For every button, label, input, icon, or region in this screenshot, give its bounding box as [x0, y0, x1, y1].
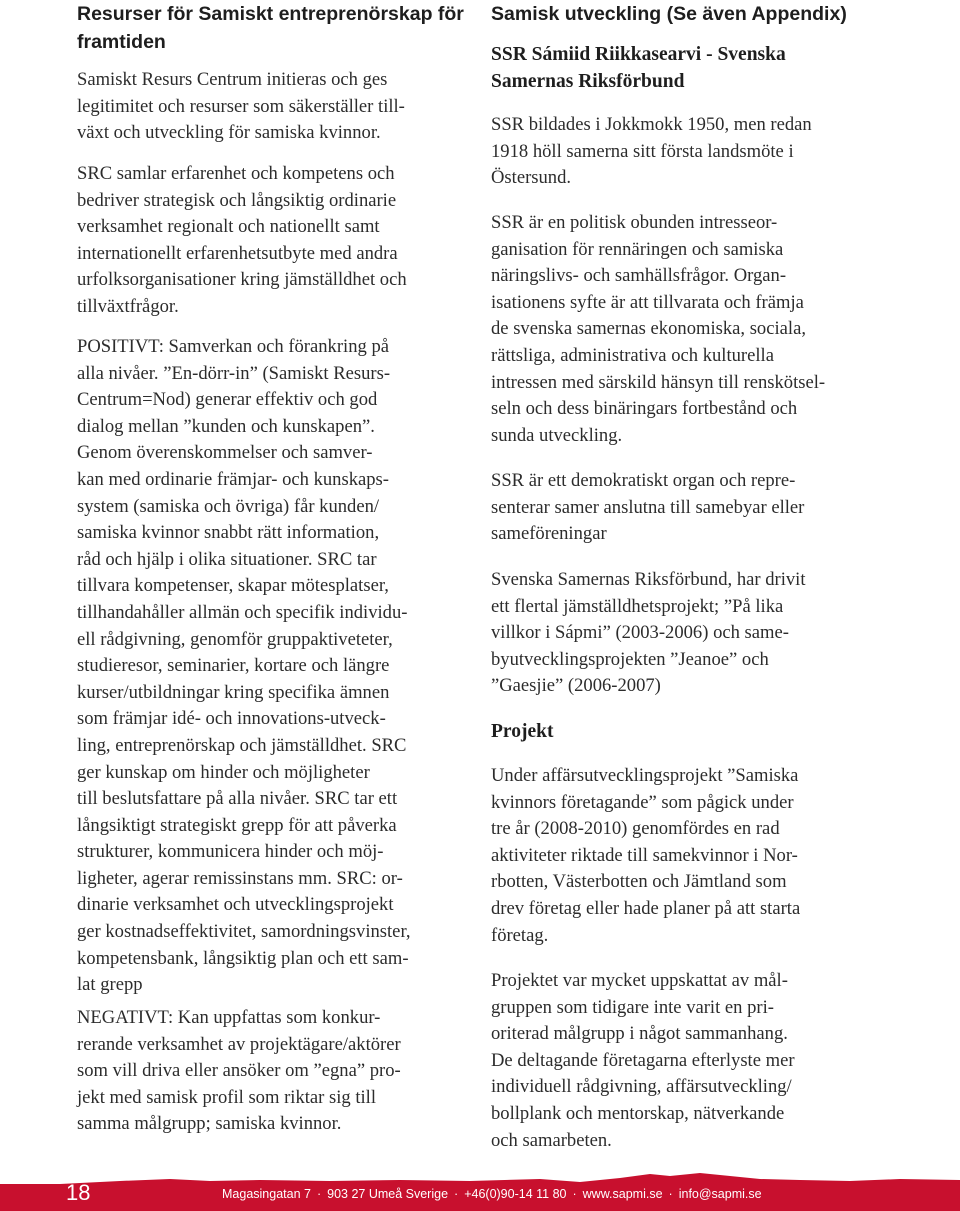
text-line: 1918 höll samerna sitt första landsmöte i	[491, 140, 794, 162]
text-line: samma målgrupp; samiska kvinnor.	[77, 1113, 342, 1135]
text-line: näringslivs- och samhällsfrågor. Organ-	[491, 265, 787, 287]
text-line: seln och dess binäringars fortbestånd och	[491, 398, 798, 420]
text-line: som vill driva eller ansöker om ”egna” pro-	[77, 1060, 401, 1082]
text-line: kvinnors företagande” som pågick under	[491, 791, 794, 813]
text-line: sunda utveckling.	[491, 424, 623, 446]
separator-dot: ·	[316, 1187, 322, 1201]
text-line: Centrum=Nod) generar effektiv och god	[77, 389, 378, 411]
email-link[interactable]: info@sapmi.se	[678, 1187, 762, 1201]
text-line: som främjar idé- och innovations-utveck-	[77, 708, 386, 730]
section-heading-samisk: Samisk utveckling (Se även Appendix)	[491, 3, 847, 25]
postal-text: 903 27 Umeå Sverige	[327, 1187, 449, 1201]
text-line: samiska kvinnor snabbt rätt information,	[77, 522, 380, 544]
text-line: Östersund.	[491, 167, 572, 189]
paragraph-ssr-bildades	[491, 112, 812, 192]
text-line: kompetensbank, långsiktig plan och ett sam-	[77, 947, 409, 969]
text-line: legitimitet och resurser som säkerställer till-	[77, 95, 405, 117]
contact-line	[222, 1186, 762, 1202]
text-line: ganisation för rennäringen och samiska	[491, 238, 784, 260]
text-line: tillväxtfrågor.	[77, 295, 179, 317]
text-line: ell rådgivning, genomför gruppaktiveteter,	[77, 628, 393, 650]
text-line: ger kunskap om hinder och möjligheter	[77, 761, 370, 783]
paragraph-ssr-demokratiskt	[491, 468, 804, 548]
text-line: isationens syfte är att tillvarata och främja	[491, 291, 804, 313]
text-line: Under affärsutvecklingsprojekt ”Samiska	[491, 765, 799, 786]
text-line: dialog mellan ”kunden och kunskapen”.	[77, 415, 375, 437]
text-line: bedriver strategisk och långsiktig ordinarie	[77, 189, 397, 211]
text-line: NEGATIVT: Kan uppfattas som konkur-	[77, 1007, 381, 1028]
text-line: rättsliga, administrativa och kulturella	[491, 344, 774, 366]
text-line: Genom överenskommelser och samver-	[77, 442, 373, 464]
text-line: till beslutsfattare på alla nivåer. SRC tar ett	[77, 788, 398, 810]
text-line: rbotten, Västerbotten och Jämtland som	[491, 871, 787, 893]
text-line: företag.	[491, 924, 549, 946]
section-heading-resurser	[77, 0, 497, 56]
text-line: långsiktigt strategiskt grepp för att påverka	[77, 814, 397, 836]
paragraph-positivt	[77, 334, 411, 999]
separator-dot: ·	[572, 1187, 577, 1201]
text-line: system (samiska och övriga) får kunden/	[77, 495, 380, 517]
subheading-ssr	[491, 41, 786, 95]
separator-dot: ·	[668, 1187, 673, 1201]
text-line: sameföreningar	[491, 523, 607, 545]
text-line: drev företag eller hade planer på att starta	[491, 897, 801, 919]
text-line: ett flertal jämställdhetsprojekt; ”På lika	[491, 595, 784, 617]
text-line: De deltagande företagarna efterlyste mer	[491, 1049, 795, 1071]
text-line: råd och hjälp i olika situationer. SRC tar	[77, 548, 377, 570]
page-number: 18	[66, 1180, 91, 1205]
text-line: ”Gaesjie” (2006-2007)	[491, 675, 661, 697]
subheading-projekt: Projekt	[491, 721, 554, 742]
text-line: växt och utveckling för samiska kvinnor.	[77, 122, 381, 144]
paragraph-negativt	[77, 1005, 401, 1138]
text-line: individuell rådgivning, affärsutveckling/	[491, 1076, 792, 1098]
paragraph-affarsutveckling	[491, 763, 800, 949]
paragraph-ssr-politisk	[491, 210, 825, 449]
text-line: bollplank och mentorskap, nätverkande	[491, 1102, 785, 1124]
text-line: studieresor, seminarier, kortare och längre	[77, 655, 390, 677]
text-line: SSR bildades i Jokkmokk 1950, men redan	[491, 114, 812, 135]
subheading-line: SSR Sámiid Riikkasearvi - Svenska	[491, 44, 786, 65]
text-line: tre år (2008-2010) genomfördes en rad	[491, 818, 780, 840]
text-line: lat grepp	[77, 974, 143, 996]
text-line: oriterad målgrupp i något sammanhang.	[491, 1023, 788, 1045]
text-line: ligheter, agerar remissinstans mm. SRC: or-	[77, 867, 403, 889]
separator-dot: ·	[454, 1187, 459, 1201]
paragraph-intro	[77, 67, 405, 147]
text-line: alla nivåer. ”En-dörr-in” (Samiskt Resurs-	[77, 362, 391, 384]
text-line: och samarbeten.	[491, 1129, 612, 1151]
text-line: aktiviteter riktade till samekvinnor i Nor-	[491, 844, 798, 866]
text-line: intressen med särskild hänsyn till renskötsel-	[491, 371, 826, 393]
website-link[interactable]: www.sapmi.se	[582, 1187, 663, 1201]
text-line: tillvara kompetenser, skapar mötesplatser,	[77, 575, 389, 597]
text-line: Samiskt Resurs Centrum initieras och ges	[77, 69, 388, 90]
text-line: strukturer, kommunicera hinder och möj-	[77, 841, 384, 863]
text-line: kurser/utbildningar kring specifika ämnen	[77, 681, 390, 703]
paragraph-projektet	[491, 968, 795, 1154]
phone-text: +46(0)90-14 11 80	[464, 1187, 567, 1201]
text-line: rerande verksamhet av projektägare/aktörer	[77, 1033, 401, 1055]
paragraph-src	[77, 161, 407, 321]
subheading-line: Samernas Riksförbund	[491, 71, 685, 92]
text-line: kan med ordinarie främjar- och kunskaps-	[77, 468, 389, 490]
heading-line: Resurser för Samiskt entreprenörskap för	[77, 3, 464, 25]
text-line: tillhandahåller allmän och specifik individu-	[77, 601, 408, 623]
text-line: verksamhet regionalt och nationellt samt	[77, 216, 380, 238]
text-line: SSR är en politisk obunden intresseor-	[491, 212, 778, 233]
text-line: SRC samlar erfarenhet och kompetens och	[77, 163, 395, 184]
text-line: Projektet var mycket uppskattat av mål-	[491, 970, 788, 991]
text-line: dinarie verksamhet och utvecklingsprojekt	[77, 894, 394, 916]
text-line: POSITIVT: Samverkan och förankring på	[77, 336, 389, 357]
heading-line: framtiden	[77, 31, 166, 53]
text-line: gruppen som tidigare inte varit en pri-	[491, 996, 774, 1018]
text-line: de svenska samernas ekonomiska, sociala,	[491, 318, 806, 340]
text-line: internationellt erfarenhetsutbyte med andra	[77, 242, 398, 264]
text-line: ger kostnadseffektivitet, samordningsvinster,	[77, 921, 411, 943]
text-line: jekt med samisk profil som riktar sig till	[77, 1086, 377, 1108]
text-line: ling, entreprenörskap och jämställdhet. SRC	[77, 734, 407, 756]
text-line: urfolksorganisationer kring jämställdhet och	[77, 269, 407, 291]
text-line: senterar samer anslutna till samebyar eller	[491, 496, 805, 518]
paragraph-riksforbund	[491, 567, 806, 700]
address-text: Magasingatan 7	[222, 1187, 311, 1201]
text-line: villkor i Sápmi” (2003-2006) och same-	[491, 622, 789, 644]
text-line: Svenska Samernas Riksförbund, har drivit	[491, 569, 806, 590]
text-line: byutvecklingsprojekten ”Jeanoe” och	[491, 648, 769, 670]
text-line: SSR är ett demokratiskt organ och repre-	[491, 470, 796, 491]
